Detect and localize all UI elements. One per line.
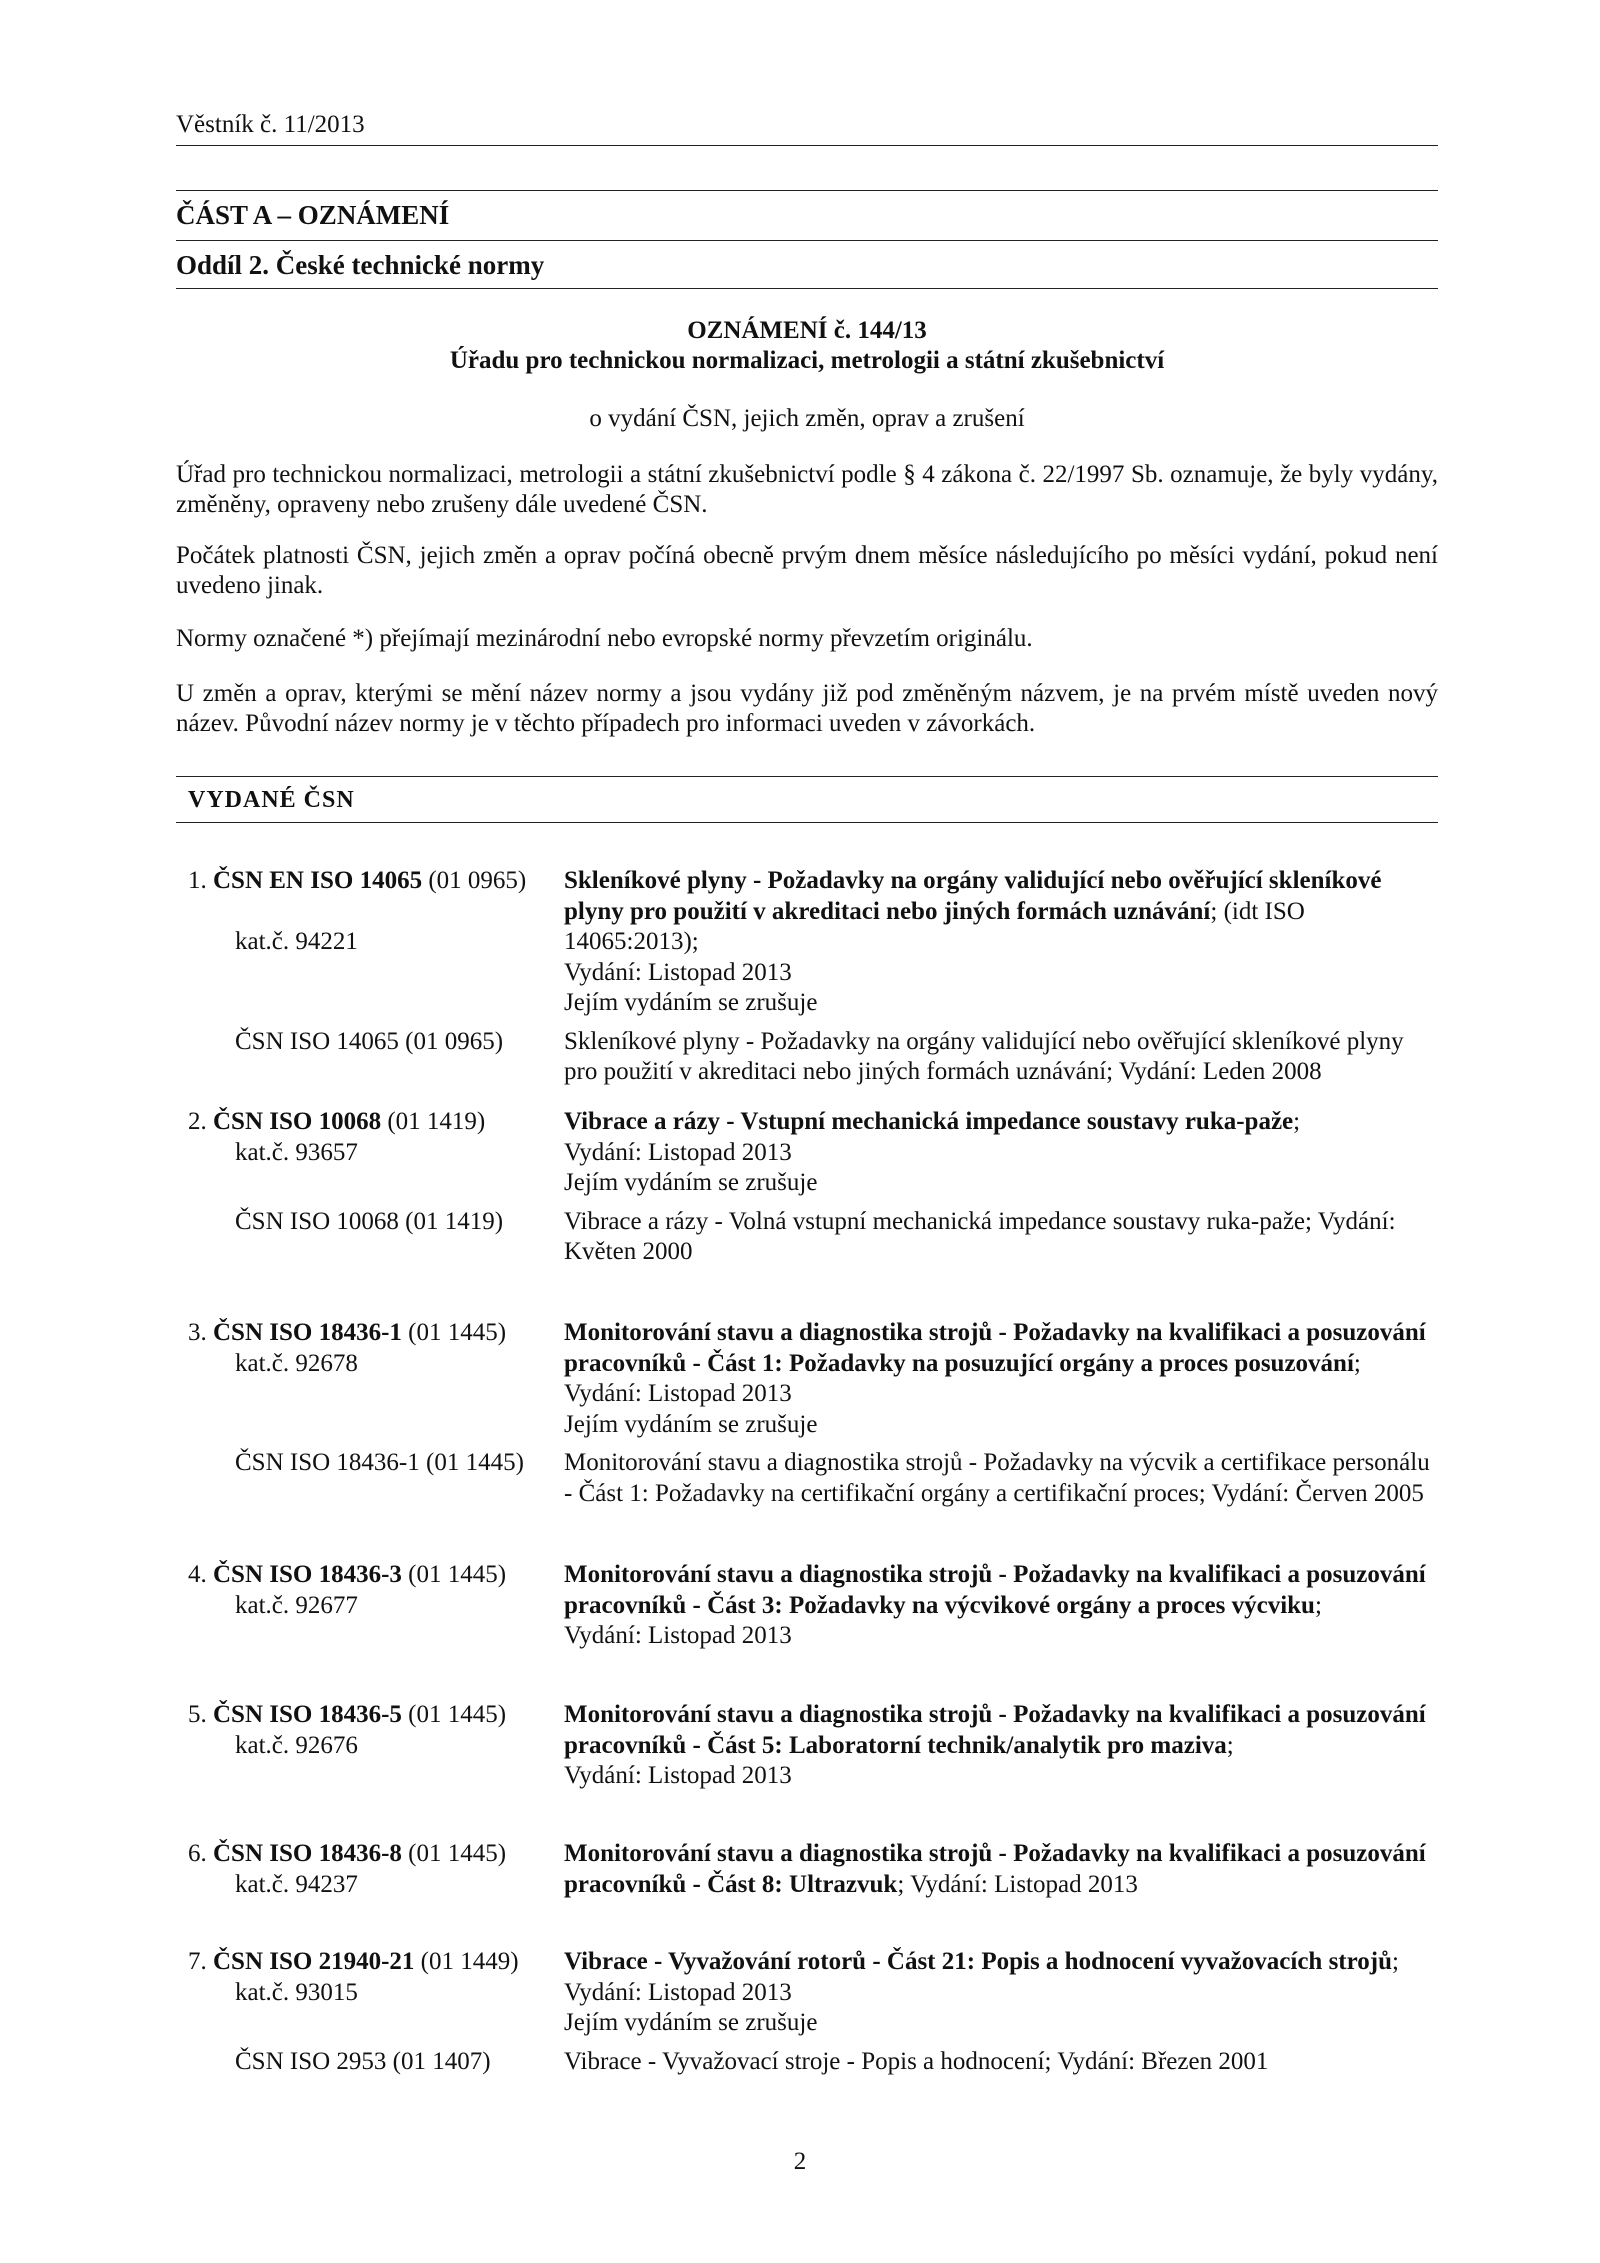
entry-code: ČSN ISO 18436-8 xyxy=(213,1840,402,1867)
intro-paragraph: Úřad pro technickou normalizaci, metrologii a státní zkušebnictví podle § 4 zákona č. 22/1997 Sb. oznamuje, že byly vydány, změněny, opraveny nebo zrušeny dále uvedené ČSN. xyxy=(176,461,1438,518)
cancelled-standard-title: Vibrace a rázy - Volná vstupní mechanická impedance soustavy ruka-paže; Vydání: Květen 2000 xyxy=(564,1207,1396,1265)
entry-issue-date: Vydání: Listopad 2013 xyxy=(564,1380,792,1407)
entry-designation: 3. ČSN ISO 18436-1 (01 1445) xyxy=(188,1319,507,1346)
notice-number: OZNÁMENÍ č. 144/13 xyxy=(687,317,927,344)
header-rule xyxy=(176,145,1438,146)
section-rule-top xyxy=(176,190,1438,191)
issued-heading: VYDANÉ ČSN xyxy=(188,787,355,813)
cancelled-standard-title: Vibrace - Vyvažovací stroje - Popis a hodnocení; Vydání: Březen 2001 xyxy=(564,2047,1269,2075)
issued-rule-bottom xyxy=(176,822,1438,823)
entry-title: Vibrace a rázy - Vstupní mechanická impedance soustavy ruka-paže; xyxy=(564,1108,1301,1135)
entry-code: ČSN ISO 21940-21 xyxy=(213,1948,415,1975)
entry-designation: 5. ČSN ISO 18436-5 (01 1445) xyxy=(188,1701,507,1728)
standard-entry xyxy=(176,1318,1438,1509)
entry-title: Vibrace - Vyvažování rotorů - Část 21: Popis a hodnocení vyvažovacích strojů; xyxy=(564,1948,1399,1975)
entry-catalog-number: kat.č. 94237 xyxy=(235,1870,358,1898)
entry-catalog-number: kat.č. 92676 xyxy=(235,1731,358,1759)
standard-entry xyxy=(176,866,1438,1088)
cancelled-standard-code: ČSN ISO 14065 (01 0965) xyxy=(235,1027,504,1055)
entry-issue-date: Vydání: Listopad 2013 xyxy=(564,1978,792,2006)
entry-cancels-note: Jejím vydáním se zrušuje xyxy=(564,1169,818,1196)
entry-catalog-number: kat.č. 94221 xyxy=(235,928,358,955)
notice-subject: o vydání ČSN, jejich změn, oprav a zrušení xyxy=(589,405,1025,432)
standard-entry xyxy=(176,1947,1438,2077)
standard-entry xyxy=(176,1700,1438,1792)
originals-paragraph: Normy označené *) přejímají mezinárodní nebo evropské normy převzetím originálu. xyxy=(176,625,1033,652)
entry-catalog-number: kat.č. 93657 xyxy=(235,1138,358,1166)
page-number: 2 xyxy=(793,2148,807,2175)
entry-designation: 2. ČSN ISO 10068 (01 1419) xyxy=(188,1108,486,1135)
entry-code: ČSN EN ISO 14065 xyxy=(213,867,423,894)
notice-issuer: Úřadu pro technickou normalizaci, metrologii a státní zkušebnictví xyxy=(449,347,1165,374)
entry-title: Monitorování stavu a diagnostika strojů - Požadavky na kvalifikaci a posuzování pracovníků - Část 1: Požadavky na posuzující orgány a proces posuzování; xyxy=(564,1319,1426,1377)
issued-rule-top xyxy=(176,776,1438,777)
entry-title: Monitorování stavu a diagnostika strojů - Požadavky na kvalifikaci a posuzování pracovníků - Část 8: Ultrazvuk; Vydání: Listopad 2013 xyxy=(564,1840,1426,1898)
entry-cancels-note: Jejím vydáním se zrušuje xyxy=(564,989,818,1016)
validity-paragraph: Počátek platnosti ČSN, jejich změn a oprav počíná obecně prvým dnem měsíce následujícího po měsíci vydání, pokud není uvedeno jinak. xyxy=(176,542,1438,599)
section-rule-bottom xyxy=(176,288,1438,289)
changes-paragraph: U změn a oprav, kterými se mění název normy a jsou vydány již pod změněným názvem, je na prvém místě uveden nový název. Původní název normy je v těchto případech pro informaci uveden v závorkách. xyxy=(176,680,1438,737)
entry-code: ČSN ISO 10068 xyxy=(213,1108,382,1135)
entry-issue-date: Vydání: Listopad 2013 xyxy=(564,1138,792,1166)
section-division-heading: Oddíl 2. České technické normy xyxy=(176,250,545,280)
cancelled-standard-code: ČSN ISO 10068 (01 1419) xyxy=(235,1207,504,1235)
entry-designation: 4. ČSN ISO 18436-3 (01 1445) xyxy=(188,1561,507,1588)
entry-issue-date: Vydání: Listopad 2013 xyxy=(564,958,792,986)
entry-catalog-number: kat.č. 92678 xyxy=(235,1349,358,1377)
entry-designation: 1. ČSN EN ISO 14065 (01 0965) xyxy=(188,867,527,894)
entry-issue-date: Vydání: Listopad 2013 xyxy=(564,1622,792,1649)
cancelled-standard-title: Monitorování stavu a diagnostika strojů - Požadavky na výcvik a certifikace personálu - Část 1: Požadavky na certifikační orgány a certifikační proces; Vydání: Červen 2005 xyxy=(564,1449,1430,1507)
entry-title: Monitorování stavu a diagnostika strojů - Požadavky na kvalifikaci a posuzování pracovníků - Část 3: Požadavky na výcvikové orgány a proces výcviku; xyxy=(564,1561,1426,1619)
entry-issue-date: Vydání: Listopad 2013 xyxy=(564,1762,792,1789)
cancelled-standard-title: Skleníkové plyny - Požadavky na orgány validující nebo ověřující skleníkové plyny pro použití v akreditaci nebo jiných formách uznávání; Vydání: Leden 2008 xyxy=(564,1027,1404,1085)
standard-entry xyxy=(176,1560,1438,1652)
cancelled-standard-code: ČSN ISO 18436-1 (01 1445) xyxy=(235,1449,524,1476)
entry-title: Skleníkové plyny - Požadavky na orgány validující nebo ověřující skleníkové plyny pro použití v akreditaci nebo jiných formách uznávání; (idt ISO 14065:2013); xyxy=(564,867,1382,955)
entry-title: Monitorování stavu a diagnostika strojů - Požadavky na kvalifikaci a posuzování pracovníků - Část 5: Laboratorní technik/analytik pro maziva; xyxy=(564,1701,1426,1759)
journal-header: Věstník č. 11/2013 xyxy=(176,111,365,138)
entry-cancels-note: Jejím vydáním se zrušuje xyxy=(564,1410,818,1438)
entry-catalog-number: kat.č. 92677 xyxy=(235,1591,358,1619)
entry-cancels-note: Jejím vydáním se zrušuje xyxy=(564,2009,818,2036)
entry-designation: 6. ČSN ISO 18436-8 (01 1445) xyxy=(188,1840,507,1867)
standard-entry xyxy=(176,1107,1438,1268)
cancelled-standard-code: ČSN ISO 2953 (01 1407) xyxy=(235,2047,491,2075)
standard-entry xyxy=(176,1839,1438,1900)
section-part-heading: ČÁST A – OZNÁMENÍ xyxy=(176,200,450,230)
entry-code: ČSN ISO 18436-5 xyxy=(213,1701,402,1728)
entry-catalog-number: kat.č. 93015 xyxy=(235,1978,358,2006)
entry-designation: 7. ČSN ISO 21940-21 (01 1449) xyxy=(188,1948,519,1975)
section-rule-middle xyxy=(176,240,1438,241)
entry-code: ČSN ISO 18436-1 xyxy=(213,1319,402,1346)
entry-code: ČSN ISO 18436-3 xyxy=(213,1561,402,1588)
